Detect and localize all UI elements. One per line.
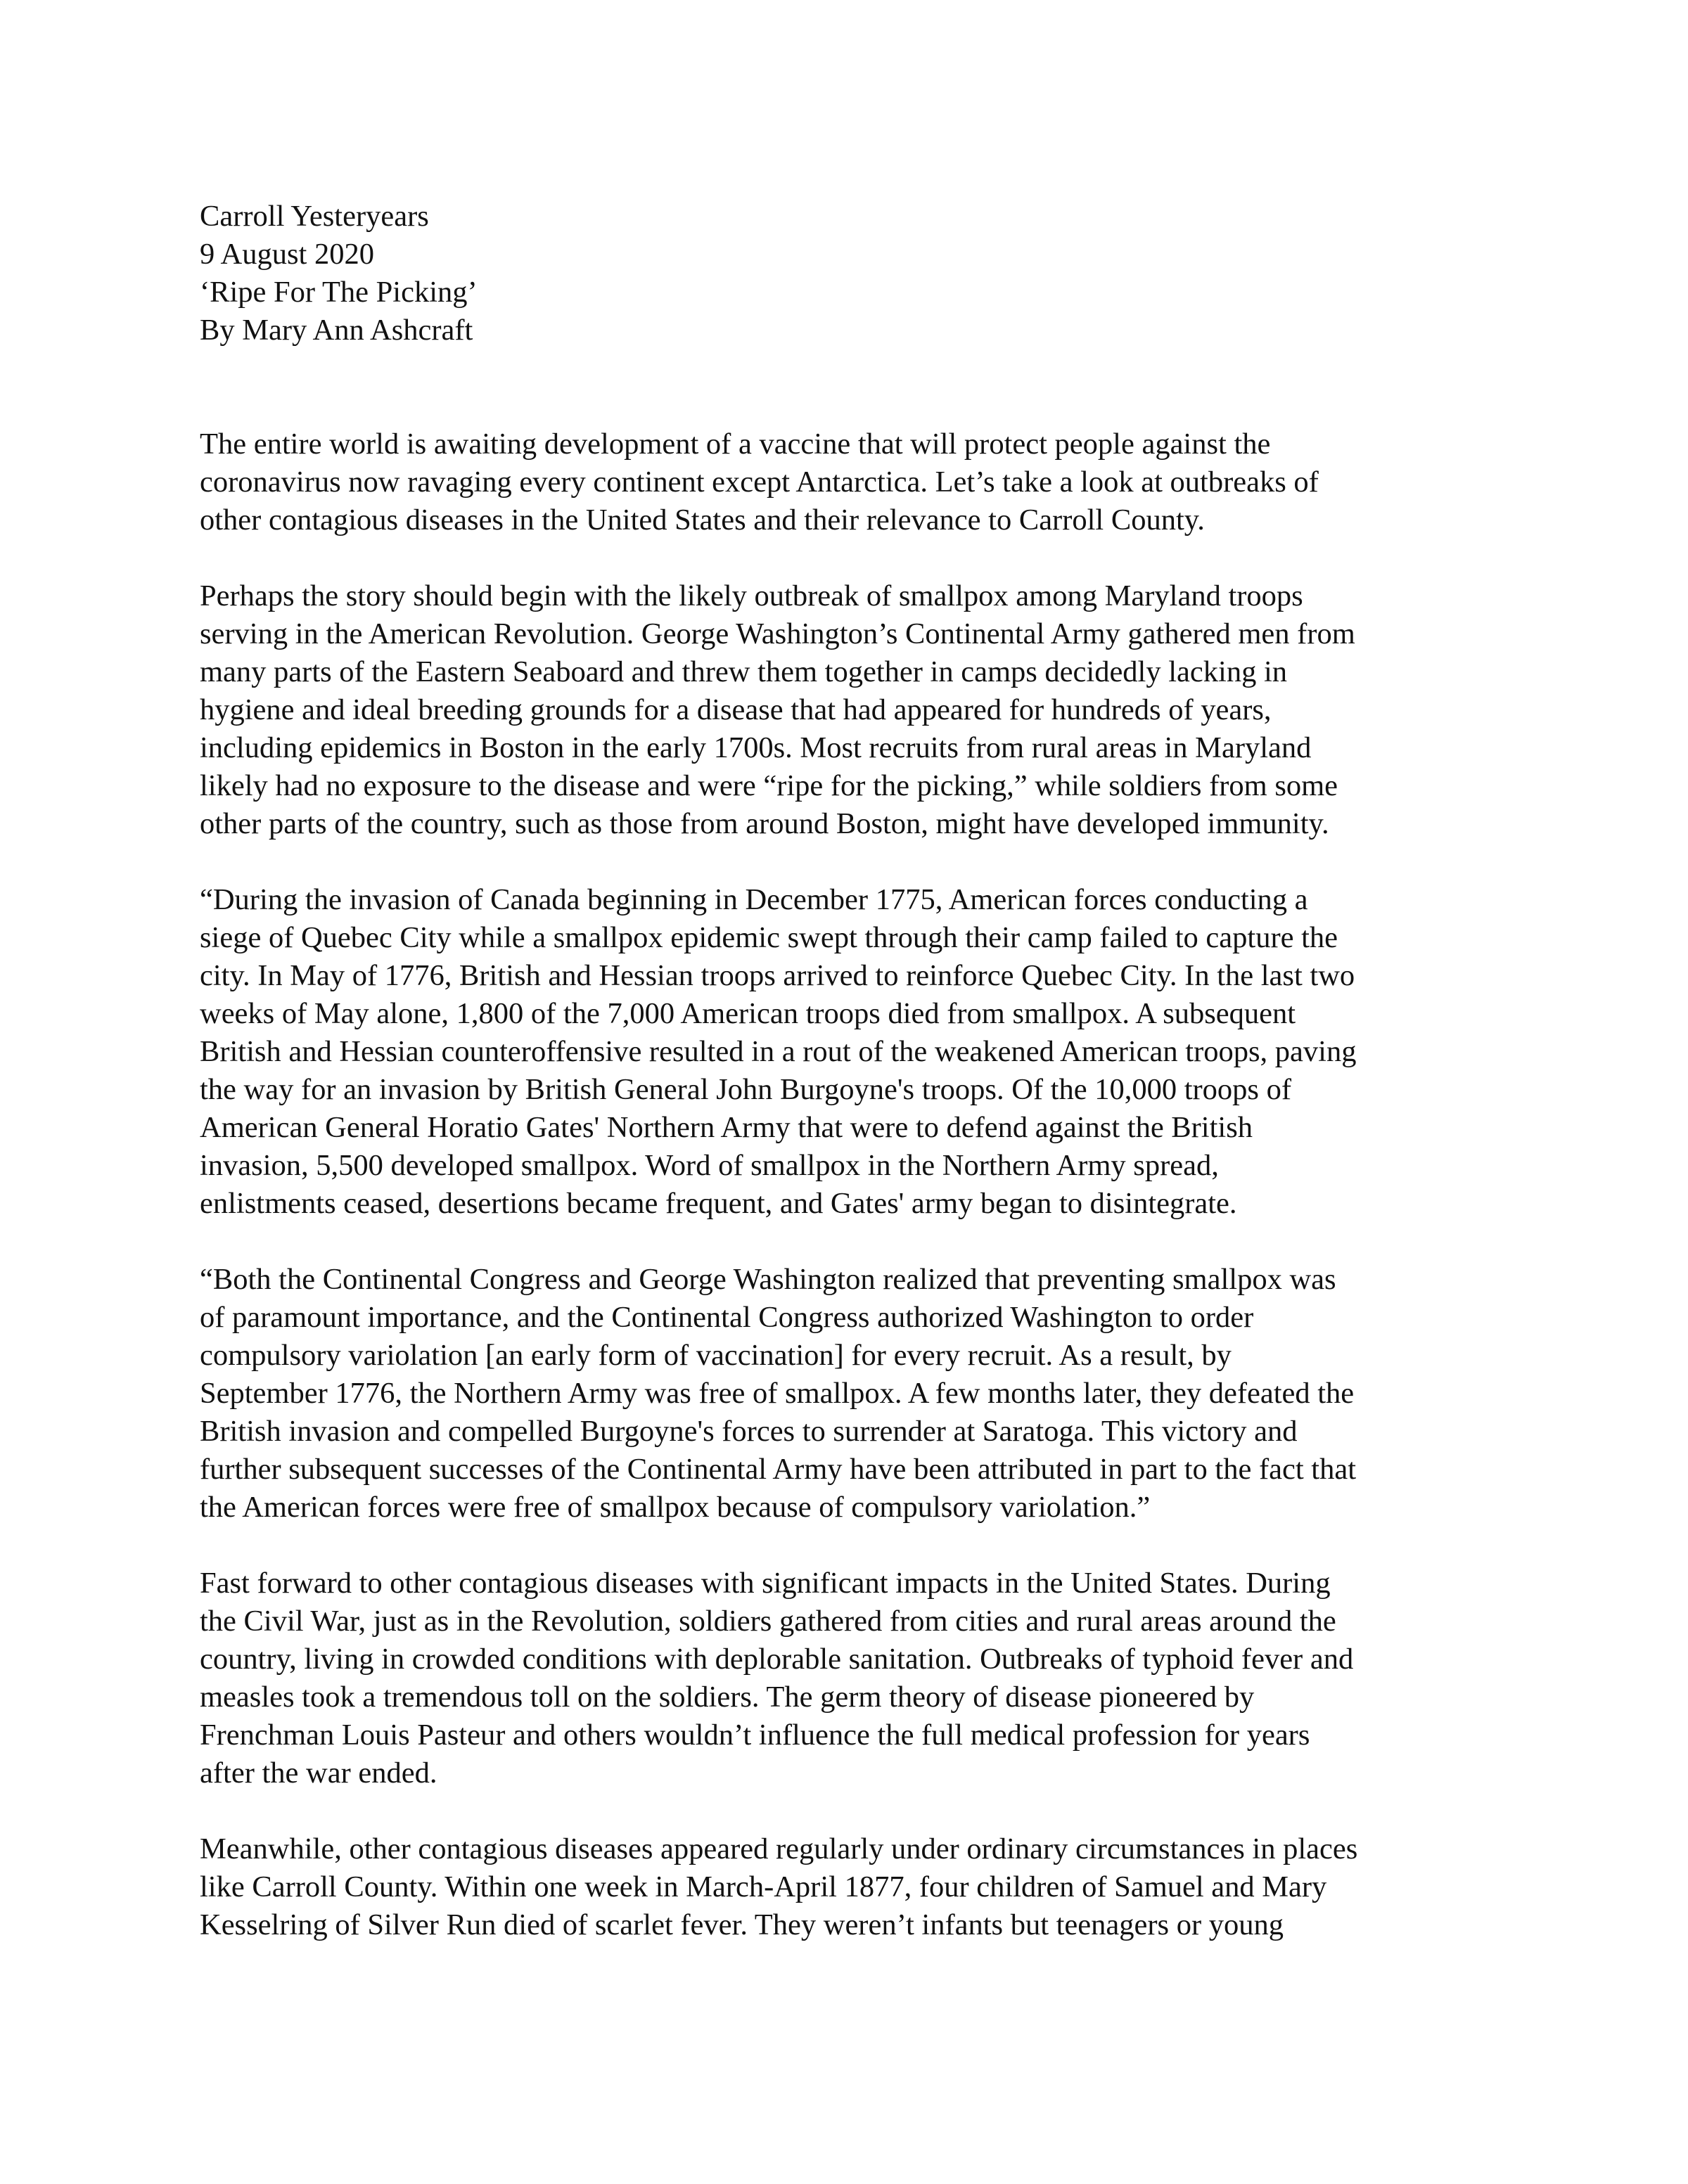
article-byline: By Mary Ann Ashcraft xyxy=(200,314,473,347)
text-line: serving in the American Revolution. George Washington’s Continental Army gathered men from xyxy=(200,617,1355,650)
paragraph xyxy=(200,1565,1536,1792)
text-line: Meanwhile, other contagious diseases appeared regularly under ordinary circumstances in places xyxy=(200,1832,1358,1865)
text-line: weeks of May alone, 1,800 of the 7,000 American troops died from smallpox. A subsequent xyxy=(200,997,1296,1030)
text-line: measles took a tremendous toll on the soldiers. The germ theory of disease pioneered by xyxy=(200,1681,1255,1714)
paragraph xyxy=(200,425,1536,539)
article-header xyxy=(200,198,1536,349)
text-line: the American forces were free of smallpox because of compulsory variolation.” xyxy=(200,1491,1151,1524)
text-line: compulsory variolation [an early form of vaccination] for every recruit. As a result, by xyxy=(200,1339,1232,1372)
text-line: Fast forward to other contagious diseases with significant impacts in the United States. During xyxy=(200,1567,1331,1600)
text-line: siege of Quebec City while a smallpox epidemic swept through their camp failed to capture the xyxy=(200,921,1338,954)
text-line: “Both the Continental Congress and George Washington realized that preventing smallpox was xyxy=(200,1263,1336,1296)
article-title: ‘Ripe For The Picking’ xyxy=(200,276,478,309)
column-name: Carroll Yesteryears xyxy=(200,200,429,233)
text-line: hygiene and ideal breeding grounds for a disease that had appeared for hundreds of years, xyxy=(200,693,1272,726)
text-line: other parts of the country, such as those from around Boston, might have developed immunity. xyxy=(200,807,1329,840)
paragraph xyxy=(200,577,1536,843)
text-line: including epidemics in Boston in the early 1700s. Most recruits from rural areas in Maryland xyxy=(200,731,1312,764)
article-date: 9 August 2020 xyxy=(200,238,374,271)
paragraph xyxy=(200,1261,1536,1527)
text-line: British invasion and compelled Burgoyne's forces to surrender at Saratoga. This victory and xyxy=(200,1415,1298,1448)
text-line: “During the invasion of Canada beginning in December 1775, American forces conducting a xyxy=(200,883,1308,916)
paragraph xyxy=(200,881,1536,1223)
text-line: Frenchman Louis Pasteur and others wouldn’t influence the full medical profession for years xyxy=(200,1719,1310,1752)
text-line: invasion, 5,500 developed smallpox. Word of smallpox in the Northern Army spread, xyxy=(200,1149,1219,1182)
text-line: country, living in crowded conditions with deplorable sanitation. Outbreaks of typhoid fever and xyxy=(200,1643,1354,1676)
text-line: city. In May of 1776, British and Hessian troops arrived to reinforce Quebec City. In the last two xyxy=(200,959,1355,992)
text-line: September 1776, the Northern Army was free of smallpox. A few months later, they defeated the xyxy=(200,1377,1355,1410)
text-line: after the war ended. xyxy=(200,1756,437,1790)
text-line: likely had no exposure to the disease and were “ripe for the picking,” while soldiers from some xyxy=(200,769,1338,802)
text-line: enlistments ceased, desertions became frequent, and Gates' army began to disintegrate. xyxy=(200,1187,1237,1220)
paragraph xyxy=(200,1830,1536,1944)
text-line: the Civil War, just as in the Revolution, soldiers gathered from cities and rural areas around the xyxy=(200,1605,1336,1638)
text-line: coronavirus now ravaging every continent except Antarctica. Let’s take a look at outbreaks of xyxy=(200,465,1319,499)
text-line: other contagious diseases in the United States and their relevance to Carroll County. xyxy=(200,503,1205,537)
text-line: American General Horatio Gates' Northern Army that were to defend against the British xyxy=(200,1111,1253,1144)
text-line: The entire world is awaiting development of a vaccine that will protect people against the xyxy=(200,428,1271,461)
text-line: Kesselring of Silver Run died of scarlet fever. They weren’t infants but teenagers or young xyxy=(200,1908,1284,1941)
article-body xyxy=(200,425,1536,1944)
text-line: like Carroll County. Within one week in March-April 1877, four children of Samuel and Mary xyxy=(200,1870,1327,1903)
document-page xyxy=(200,198,1536,1982)
text-line: Perhaps the story should begin with the likely outbreak of smallpox among Maryland troops xyxy=(200,579,1303,612)
text-line: of paramount importance, and the Continental Congress authorized Washington to order xyxy=(200,1301,1254,1334)
text-line: the way for an invasion by British General John Burgoyne's troops. Of the 10,000 troops of xyxy=(200,1073,1291,1106)
text-line: many parts of the Eastern Seaboard and threw them together in camps decidedly lacking in xyxy=(200,655,1288,688)
text-line: further subsequent successes of the Continental Army have been attributed in part to the fact that xyxy=(200,1453,1357,1486)
text-line: British and Hessian counteroffensive resulted in a rout of the weakened American troops, paving xyxy=(200,1035,1357,1068)
